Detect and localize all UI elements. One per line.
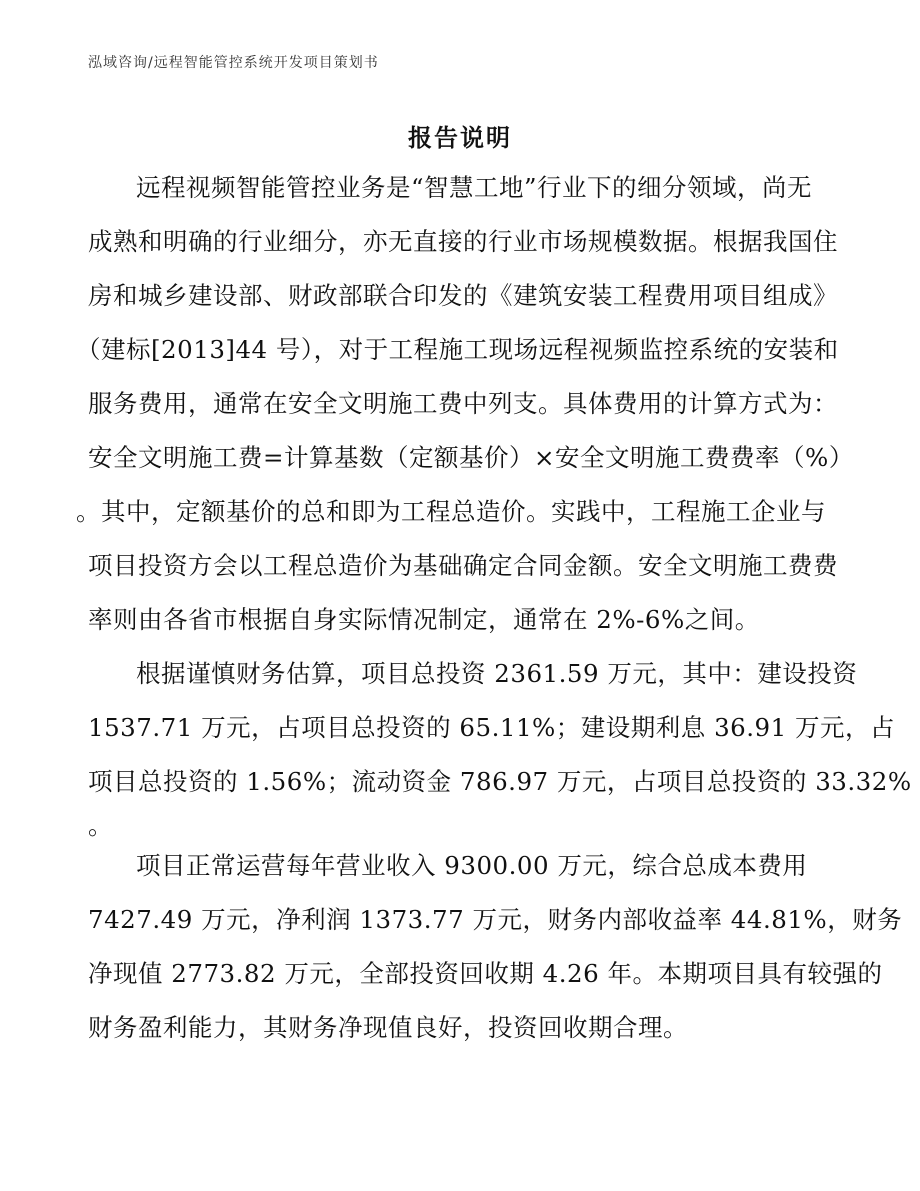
page-title: 报告说明 (408, 124, 512, 152)
paragraph-line: 安全文明施工费=计算基数（定额基价）×安全文明施工费费率（%） (88, 443, 854, 472)
paragraph-line: 7427.49 万元，净利润 1373.77 万元，财务内部收益率 44.81%，财务 (88, 905, 903, 934)
paragraph-line: 服务费用，通常在安全文明施工费中列支。具体费用的计算方式为： (88, 389, 838, 418)
paragraph-line: 。 (88, 811, 113, 840)
paragraph-line: 远程视频智能管控业务是“智慧工地”行业下的细分领域，尚无 (136, 173, 813, 202)
page-header: 泓域咨询/远程智能管控系统开发项目策划书 (88, 55, 379, 71)
paragraph-line: 项目正常运营每年营业收入 9300.00 万元，综合总成本费用 (136, 851, 808, 880)
paragraph-line: （建标[2013]44 号），对于工程施工现场远程视频监控系统的安装和 (76, 335, 839, 364)
paragraph-line: 房和城乡建设部、财政部联合印发的《建筑安装工程费用项目组成》 (88, 281, 838, 310)
paragraph-line: 根据谨慎财务估算，项目总投资 2361.59 万元，其中：建设投资 (136, 659, 858, 688)
paragraph-line: 财务盈利能力，其财务净现值良好，投资回收期合理。 (88, 1013, 688, 1042)
paragraph-line: 项目投资方会以工程总造价为基础确定合同金额。安全文明施工费费 (88, 551, 838, 580)
paragraph-line: 率则由各省市根据自身实际情况制定，通常在 2%-6%之间。 (88, 605, 760, 634)
paragraph-line: 成熟和明确的行业细分，亦无直接的行业市场规模数据。根据我国住 (88, 227, 838, 256)
paragraph-line: 项目总投资的 1.56%；流动资金 786.97 万元，占项目总投资的 33.32% (88, 767, 912, 796)
paragraph-line: 。其中，定额基价的总和即为工程总造价。实践中，工程施工企业与 (76, 497, 826, 526)
paragraph-line: 1537.71 万元，占项目总投资的 65.11%；建设期利息 36.91 万元，占 (88, 713, 896, 742)
paragraph-line: 净现值 2773.82 万元，全部投资回收期 4.26 年。本期项目具有较强的 (88, 959, 883, 988)
